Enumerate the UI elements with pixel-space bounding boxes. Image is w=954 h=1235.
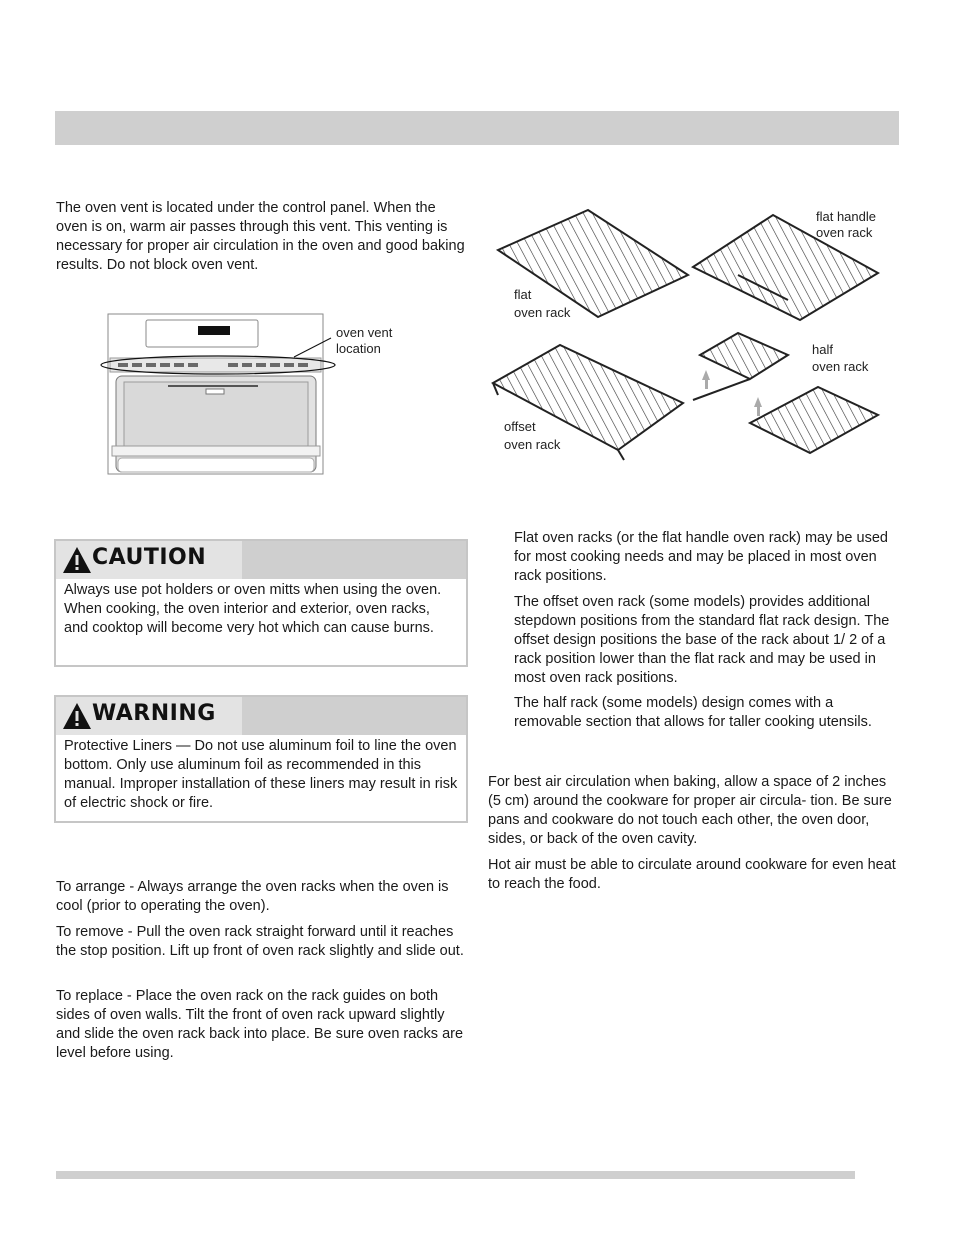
flat-rack-label-line2: oven rack	[514, 305, 571, 320]
vent-label-line1: oven vent	[336, 325, 393, 340]
warning-triangle-icon	[62, 546, 92, 574]
hot-air-text: Hot air must be able to circulate around cookware for even heat to reach the food.	[488, 857, 896, 892]
caution-box	[54, 539, 468, 667]
flat-handle-rack-label-line2: oven rack	[816, 225, 873, 240]
caution-title: CAUTION	[92, 545, 207, 570]
half-rack-label-line1: half	[812, 342, 833, 357]
half-rack-text: The half rack (some models) design comes with a removable section that allows for taller cooking utensils.	[514, 695, 872, 730]
warning-header	[56, 697, 466, 735]
footer-bar	[56, 1171, 855, 1179]
offset-rack-label-line1: offset	[504, 419, 536, 434]
air-circulation-text: For best air circulation when baking, allow a space of 2 inches (5 cm) around the cookware for proper air circula- tion. Be sure pans and cookware do not touch each other, the oven door, sides, or back of the oven cavity.	[488, 774, 892, 847]
vent-label-line2: location	[336, 341, 381, 356]
warning-triangle-icon	[62, 702, 92, 730]
offset-rack-label-line2: oven rack	[504, 437, 561, 452]
half-rack-label-line2: oven rack	[812, 359, 869, 374]
replace-text: To replace - Place the oven rack on the rack guides on both sides of oven walls. Tilt the front of oven rack upward slightly and slide the oven rack back into place. Be sure oven racks are level before using.	[56, 988, 464, 1061]
caution-header	[56, 541, 466, 579]
flat-handle-rack-label-line1: flat handle	[816, 209, 876, 224]
remove-text: To remove - Pull the oven rack straight forward until it reaches the stop position. Lift up front of oven rack slightly and slide out.	[56, 924, 464, 959]
arrange-text: To arrange - Always arrange the oven racks when the oven is cool (prior to operating the oven).	[56, 879, 449, 914]
flat-rack-label-line1: flat	[514, 287, 532, 302]
oven-racks-illustration	[488, 205, 888, 470]
caution-text: Always use pot holders or oven mitts when using the oven. When cooking, the oven interior and exterior, oven racks, and cooktop will become very hot which can cause burns.	[64, 582, 442, 636]
warning-box	[54, 695, 468, 823]
vent-description: The oven vent is located under the control panel. When the oven is on, warm air passes through this vent. This venting is necessary for proper air circulation in the oven and good baking results. Do not block oven vent.	[56, 200, 465, 273]
offset-rack-text: The offset oven rack (some models) provides additional stepdown positions from the standard flat rack design. The offset design positions the base of the rack about 1/ 2 of a rack position lower than the flat rack and may be used in most oven rack positions.	[514, 594, 890, 686]
warning-text: Protective Liners — Do not use aluminum foil to line the oven bottom. Only use aluminum foil as recommended in this manual. Improper installation of these liners may result in risk of electric shock or fire.	[64, 738, 458, 811]
flat-rack-text: Flat oven racks (or the flat handle oven rack) may be used for most cooking needs and may be placed in most oven rack positions.	[514, 530, 888, 584]
header-bar	[55, 111, 899, 145]
warning-title: WARNING	[92, 701, 216, 726]
